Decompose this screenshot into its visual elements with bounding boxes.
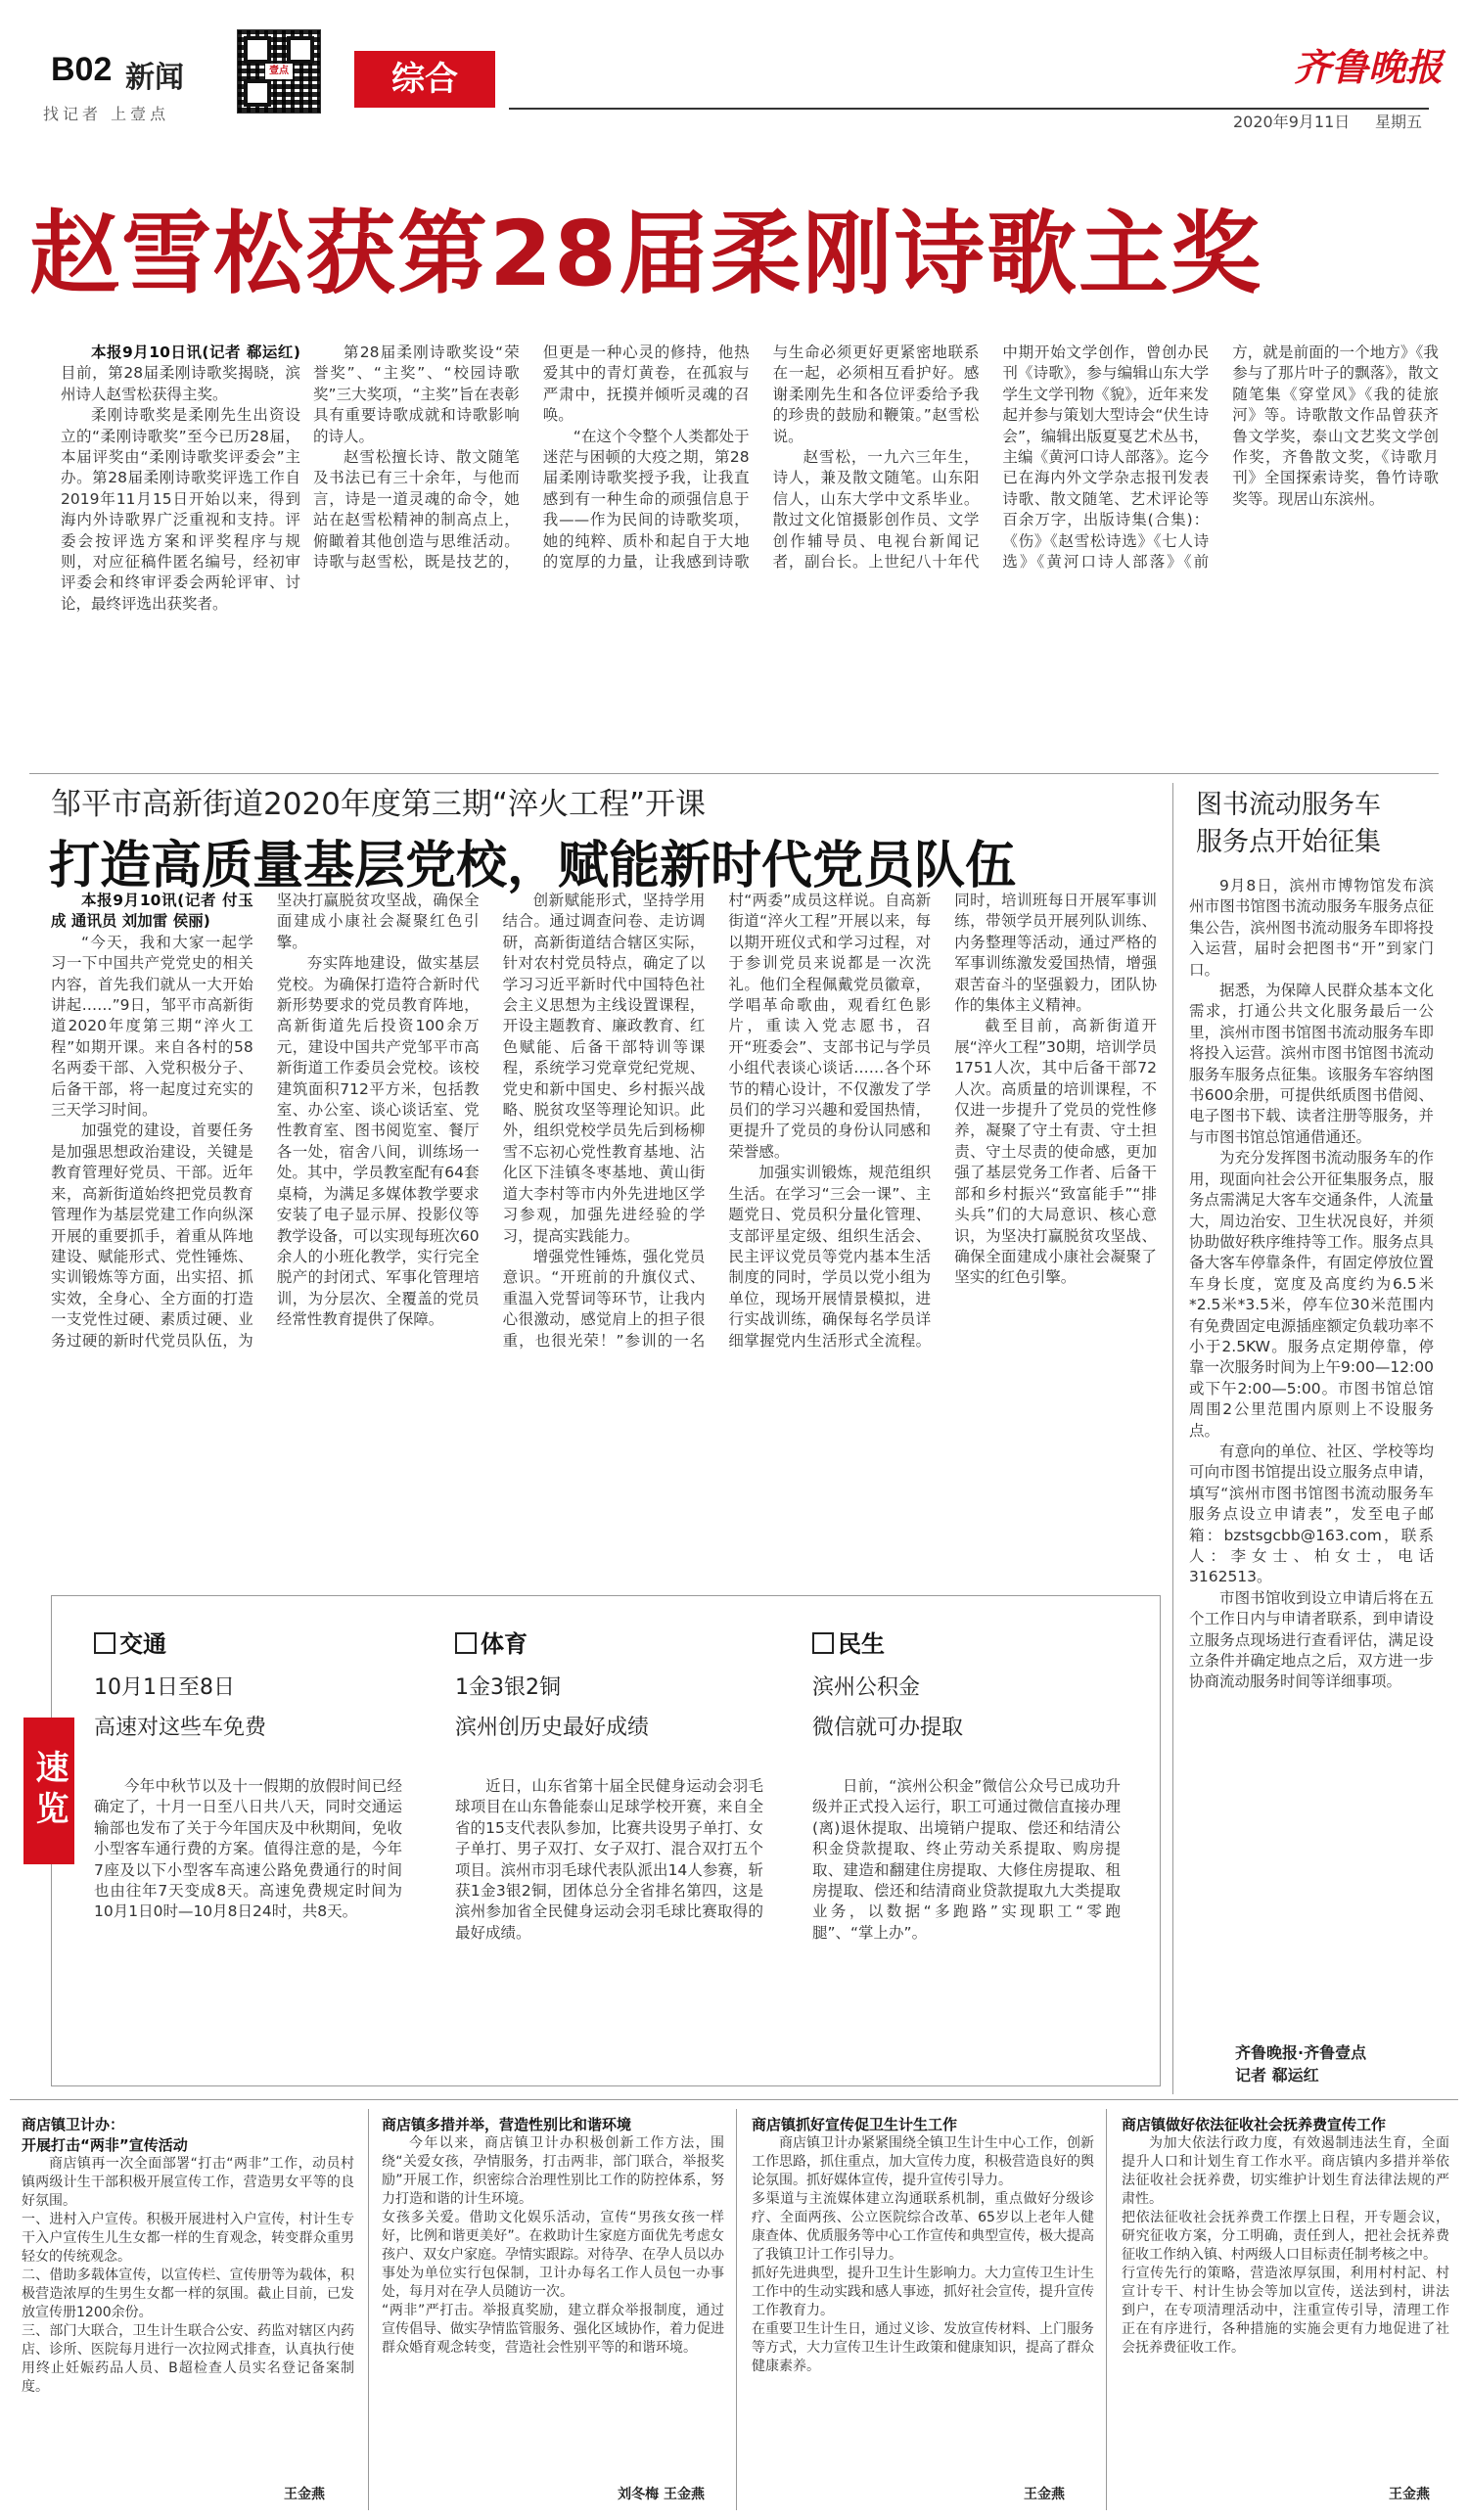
story2-kicker: 邹平市高新街道2020年度第三期“淬火工程”开课 (51, 787, 707, 822)
story3-headline-1: 图书流动服务车 (1196, 790, 1381, 820)
brief-item-2 (455, 1625, 778, 2036)
story3-p2: 据悉，为保障人民群众基本文化需求，打通公共文化服务最后一公里，滨州市图书馆图书流动服务车即将投入运营。滨州市图书馆图书流动服务车服务点征集。该服务车容纳图书600余册，可提供纸质图书借阅、电子图书下载、读者注册等服务，并与市图书馆总馆通借通还。 (1189, 982, 1434, 1146)
brief-body: 日前，“滨州公积金”微信公众号已成功升级并正式投入运行，职工可通过微信直接办理(离)退休提取、出境销户提取、偿还和结清公积金贷款提取、终止劳动关系提取、购房提取、建造和翻建住房提取、大修住房提取、租房提取、偿还和结清商业贷款提取九大类提取业务，以数据“多跑路”实现职工“零跑腿”、“掌上办”。 (812, 1777, 1121, 1942)
issue-date: 2020年9月11日 (1233, 113, 1351, 131)
story3-byline-1: 齐鲁晚报·齐鲁壹点 (1235, 2043, 1367, 2062)
brief-body: 近日，山东省第十届全民健身运动会羽毛球项目在山东鲁能泰山足球学校开赛，来自全省的15支代表队参加，比赛共设男子单打、女子单打、男子双打、女子双打、混合双打五个项目。滨州市羽毛球代表队派出14人参赛，斩获1金3银2铜，团体总分全省排名第四，这是滨州参加省全民健身运动会羽毛球比赛取得的最好成绩。 (455, 1777, 763, 1942)
bottom-article-3 (752, 2114, 1094, 2505)
bottom-title: 商店镇多措并举，营造性别比和谐环境 (382, 2116, 632, 2133)
bottom-body: 今年以来，商店镇卫计办积极创新工作方法，围绕“关爱女孩，孕情服务，打击两非，部门联合，举报奖励”开展工作，织密综合治理性别比工作的防控体系，努力打造和谐的计生环境。 女孩多关爱。借助文化娱乐活动，宣传“男孩女孩一样好，比例和谐更美好”。在救助计生家庭方面优先考虑女孩户、双女户家庭。孕情实跟踪。对待孕、在孕人员以办事处为单位实行包保制，卫计办每名工作人员包一办事处，每月对在孕人员随访一次。 “两非”严打击。举报真奖励，建立群众举报制度，通过宣传倡导、做实孕情监管服务、强化区域协作，着力促进群众婚育观念转变，营造社会性别平等的和谐环境。 (382, 2135, 724, 2356)
story3-p4: 有意向的单位、社区、学校等均可向市图书馆提出设立服务点申请，填写“滨州市图书馆图书流动服务车服务点设立申请表”，发至电子邮箱：bzstsgcbb@163.com，联系人：李女士、柏女士，电话3162513。 (1189, 1442, 1434, 1586)
brief-cat: 民生 (812, 1625, 1135, 1659)
story2-p4: 创新赋能形式，坚持学用结合。通过调查问卷、走访调研，高新街道结合辖区实际，针对农村党员特点，确定了以学习习近平新时代中国特色社会主义思想为主线设置课程，开设主题教育、廉政教育、红色赋能、后备干部特训等课程，系统学习党章党纪党规、党史和新中国史、乡村振兴战略、脱贫攻坚等理论知识。此外，组织党校学员先后到杨柳雪不忘初心党性教育基地、沾化区下洼镇冬枣基地、黄山街道大李村等市内外先进地区学习参观，加强先进经验的学习，提高实践能力。 (502, 892, 706, 1245)
story2-body (51, 891, 1157, 1556)
story1-p2: 柔刚诗歌奖是柔刚先生出资设立的“柔刚诗歌奖”至今已历28届，本届评奖由“柔刚诗歌奖评委会”主办。第28届柔刚诗歌奖评选工作自2019年11月15日开始以来，得到海内外诗歌界广泛重视和支持。评委会按评选方案和评奖程序与规则，对应征稿件匿名编号，经初审评委会和终审评委会两轮评审、讨论，最终评选出获奖者。 (61, 406, 300, 613)
story2-headline: 打造高质量基层党校，赋能新时代党员队伍 (49, 837, 1017, 895)
story1-lead: 本报9月10日讯(记者 郗运红) (91, 344, 300, 361)
bottom-body: 为加大依法行政力度，有效遏制违法生育，全面提升人口和计划生育工作水平。商店镇内多措并举依法征收社会抚养费，切实维护计划生育法律法规的严肃性。 把依法征收社会抚养费工作摆上日程，开专题会议，研究征收方案，分工明确，责任到人，把社会抚养费征收工作纳入镇、村两级人口目标责任制考核之中。 行宣传先行的策略，营造浓厚氛围，利用村村記、村宣计专干、村计生协会等加以宣传，送法到村，讲法到户，在专项清理活动中，注重宣传引导，清理工作正在有序进行，各种措施的实施会更有力地促进了社会抚养费征收工作。 (1122, 2135, 1449, 2356)
story1-p4: 赵雪松擅长诗、散文随笔及书法已有三十余年，与他而言，诗是一道灵魂的命令，她站在赵雪松精神的制高点上，俯瞰着其他创造与思维活动。诗歌与赵雪松，既是技艺的，但更是一种心灵的修持，他热爱其中的青灯黄卷，在孤寂与严肃中，抚摸并倾听灵魂的召唤。 (313, 344, 750, 572)
story2-p7: 截至目前，高新街道开展“淬火工程”30期，培训学员1751人次，其中后备干部72人次。高质量的培训课程，不仅进一步提升了党员的党性修养，凝聚了守土有责、守土担责、守土尽责的使命感，更加强了基层党务工作者、后备干部和乡村振兴“致富能手”“排头兵”们的大局意识、核心意识，为坚决打赢脱贫攻坚战、确保全面建成小康社会凝聚了坚实的红色引擎。 (954, 1017, 1157, 1287)
divider (10, 2099, 1458, 2100)
brief-h1: 10月1日至8日 (94, 1675, 235, 1700)
column-rule (368, 2109, 369, 2510)
bottom-body: 商店镇卫计办紧紧围绕全镇卫生计生中心工作，创新工作思路，抓住重点，加大宣传力度，积极营造良好的舆论氛围。抓好媒体宣传，提升宣传引导力。 多渠道与主流媒体建立沟通联系机制，重点做好分级诊疗、全面两孩、公立医院综合改革、65岁以上老年人健康查体、优质服务等中心工作宣传和典型宣传，极大提高了我镇卫计工作引导力。 抓好先进典型，提升卫生计生影响力。大力宣传卫生计生工作中的生动实践和感人事迹，抓好社会宣传，提升宣传工作教育力。 在重要卫生计生日，通过义诊、发放宣传材料、上门服务等方式，大力宣传卫生计生政策和健康知识，提高了群众健康素养。 (752, 2135, 1094, 2374)
page-header (0, 0, 1468, 131)
divider (29, 773, 1439, 774)
brief-cat: 体育 (455, 1625, 778, 1659)
brief-body: 今年中秋节以及十一假期的放假时间已经确定了，十月一日至八日共八天，同时交通运输部也发布了关于今年国庆及中秋期间，免收小型客车通行费的方案。值得注意的是，今年7座及以下小型客车高速公路免费通行的时间也由往年7天变成8天。高速免费规定时间为10月1日0时—10月8日24时，共8天。 (94, 1777, 402, 1921)
bottom-article-1 (22, 2114, 354, 2505)
brief-h1: 1金3银2铜 (455, 1675, 561, 1700)
bottom-author: 王金燕 (1389, 2487, 1430, 2502)
bottom-title: 商店镇做好依法征收社会抚养费宣传工作 (1122, 2116, 1387, 2133)
bottom-author: 王金燕 (284, 2487, 325, 2502)
checkbox-icon (455, 1632, 477, 1654)
story1-col-2 (313, 343, 1439, 763)
story3-p5: 市图书馆收到设立申请后将在五个工作日内与申请者联系，到申请设立服务点现场进行查看评估，满足设立条件并确定地点之后，双方进一步协商流动服务时间等详细事项。 (1189, 1588, 1434, 1691)
story3-headline-2: 服务点开始征集 (1196, 827, 1381, 857)
story1-p5: “在这个令整个人类都处于迷茫与困顿的大疫之期，第28届柔刚诗歌奖授予我，让我直感到有一种生命的顽强信息于我——作为民间的诗歌奖项，她的纯粹、质朴和起自于大地的宽厚的力量，让我感到诗歌与生命必须更好更紧密地联系在一起，必须相互看护好。感谢柔刚先生和各位评委给予我的珍贵的鼓励和鞭策。”赵雪松说。 (542, 344, 980, 572)
brief-label: 速览 (23, 1718, 74, 1864)
checkbox-icon (94, 1632, 115, 1654)
brief-item-1 (94, 1625, 417, 2036)
story2-p6: 加强实训锻炼，规范组织生活。在学习“三会一课”、主题党日、党员积分量化管理、支部评星定级、组织生活会、民主评议党员等党内基本生活制度的同时，学员以党小组为单位，现场开展情景模拟，进行实战训练，确保每名学员详细掌握党内生活形式全流程。同时，培训班每日开展军事训练，带领学员开展列队训练、内务整理等活动，通过严格的军事训练激发爱国热情，增强艰苦奋斗的坚强毅力，团队协作的集体主义精神。 (728, 892, 1157, 1350)
bottom-title: 商店镇卫计办： (22, 2116, 125, 2133)
story1-p6: 赵雪松，一九六三年生，诗人，兼及散文随笔。山东阳信人，山东大学中文系毕业。散过文化馆摄影创作员、文学创作辅导员、电视台新闻记者，副台长。上世纪八十年代中期开始文学创作，曾创办民刊《诗歌》，参与编辑山东大学学生文学刊物《貌》，近年来发起并参与策划大型诗会“伏生诗会”，编辑出版夏戛艺术丛书，主编《黄河口诗人部落》。迄今已在海内外文学杂志报刊发表诗歌、散文随笔、艺术评论等百余万字，出版诗集(合集)：《伤》《赵雪松诗选》《七人诗选》《黄河口诗人部落》《前方，就是前面的一个地方》《我参与了那片叶子的飘落》，散文随笔集《穿堂风》《我的徒旅河》等。诗歌散文作品曾获齐鲁文学奖，泰山文艺奖文学创作奖，齐鲁散文奖，《诗歌月刊》全国探索诗奖，鲁竹诗歌奖等。现居山东滨州。 (772, 344, 1439, 572)
story2-p2: 加强党的建设，首要任务是加强思想政治建设，关键是教育管理好党员、干部。近年来，高新街道始终把党员教育管理作为基层党建工作向纵深开展的重要抓手，着重从阵地建设、赋能形式、党性锤炼、实训锻炼等方面，出实招、抓实效，全身心、全方面的打造一支党性过硬、素质过硬、业务过硬的新时代党员队伍，为坚决打赢脱贫攻坚战，确保全面建成小康社会凝聚红色引擎。 (51, 892, 480, 1350)
bottom-article-2 (382, 2114, 724, 2505)
bottom-article-4 (1122, 2114, 1449, 2505)
column-rule (736, 2109, 737, 2510)
bottom-author: 刘冬梅 王金燕 (618, 2487, 705, 2502)
bottom-author: 王金燕 (1024, 2487, 1065, 2502)
column-tag: 综合 (354, 51, 495, 108)
story3-body (1189, 876, 1434, 2026)
checkbox-icon (812, 1632, 834, 1654)
paper-logo: 齐鲁晚报 (1294, 45, 1444, 89)
bottom-body: 商店镇再一次全面部署“打击“两非”工作，动员村镇两级计生干部积极开展宣传工作，营造男女平等的良好氛围。 一、进村入户宣传。积极开展进村入户宣传，村计生专干入户宣传生儿生女都一样的生育观念，转变群众重男轻女的传统观念。 二、借助多载体宣传，以宣传栏、宣传册等为载体，积极营造浓厚的生男生女都一样的氛围。截止目前，已发放宣传册1200余份。 三、部门大联合，卫生计生联合公安、药监对辖区内药店、诊所、医院每月进行一次拉网式排查，认真执行使用终止妊娠药品人员、B超检查人员实名登记备案制度。 (22, 2156, 354, 2395)
page-code: B02 (51, 51, 113, 88)
issue-weekday: 星期五 (1375, 113, 1423, 131)
story3-p3: 为充分发挥图书流动服务车的作用，现面向社会公开征集服务点，服务点需满足大客车交通条件，人流量大，周边治安、卫生状况良好，并须协助做好秩序维持等工作。服务点具备大客车停靠条件，有固定停放位置车身长度，宽度及高度约为6.5米*2.5米*3.5米，停车位30米范围内有免费固定电源插座额定负载功率不小于2.5KW。服务点定期停靠，停靠一次服务时间为上午9:00—12:00或下午2:00—5:00。市图书馆总馆周围2公里范围内原则上不设服务点。 (1189, 1149, 1434, 1440)
brief-h2: 高速对这些车免费 (94, 1716, 267, 1740)
brief-h2: 微信就可办提取 (812, 1716, 964, 1740)
brief-h2: 滨州创历史最好成绩 (455, 1716, 650, 1740)
story2-p1: “今天，我和大家一起学习一下中国共产党党史的相关内容，首先我们就从一大开始讲起……”9日，邹平市高新街道2020年度第三期“淬火工程”如期开课。来自各村的58名两委干部、入党积极分子、后备干部，将一起度过充实的三天学习时间。 (51, 933, 253, 1120)
tagline: 找记者 上壹点 (43, 105, 170, 123)
bottom-title: 商店镇抓好宣传促卫生计生工作 (752, 2116, 958, 2133)
bottom-title-2: 开展打击“两非”宣传活动 (22, 2136, 188, 2154)
column-rule (1106, 2109, 1107, 2510)
story3-p1: 9月8日，滨州市博物馆发布滨州市图书馆图书流动服务车服务点征集公告，滨州图书流动服务车即将投入运营，届时会把图书“开”到家门口。 (1189, 877, 1434, 979)
brief-h1: 滨州公积金 (812, 1675, 921, 1700)
brief-cat: 交通 (94, 1625, 417, 1659)
story2-lead: 本报9月10讯(记者 付玉成 通讯员 刘加雷 侯丽) (51, 892, 253, 931)
story1-p1: 目前，第28届柔刚诗歌奖揭晓，滨州诗人赵雪松获得主奖。 (61, 364, 300, 403)
qr-caption: 壹点 (265, 64, 293, 79)
section-name: 新闻 (125, 61, 184, 95)
column-rule (1172, 783, 1173, 2094)
story1-col-1 (61, 343, 300, 763)
brief-item-3 (812, 1625, 1135, 2036)
story3-byline-2: 记者 郗运红 (1235, 2066, 1319, 2085)
story2-p3: 夯实阵地建设，做实基层党校。为确保打造符合新时代新形势要求的党员教育阵地，高新街道先后投资100余万元，建设中国共产党邹平市高新街道工作委员会党校。该校建筑面积712平方米，包括教室、办公室、谈心谈话室、党性教育室、图书阅览室、餐厅各一处，宿舍八间，训练场一处。其中，学员教室配有64套桌椅，为满足多媒体教学要求安装了电子显示屏、投影仪等教学设备，可以实现每班次60余人的小班化教学，实行完全脱产的封闭式、军事化管理培训，为分层次、全覆盖的党员经常性教育提供了保障。 (276, 954, 480, 1329)
story1-headline: 赵雪松获第28届柔刚诗歌主奖 (29, 202, 1263, 306)
qr-code (237, 29, 321, 114)
story1-p3: 第28届柔刚诗歌奖设“荣誉奖”、“主奖”、“校园诗歌奖”三大奖项，“主奖”旨在表彰具有重要诗歌成就和诗歌影响的诗人。 (313, 344, 520, 445)
story2-p5: 增强党性锤炼，强化党员意识。“开班前的升旗仪式、重温入党誓词等环节，让我内心很激动，感觉肩上的担子很重，也很光荣！”参训的一名村“两委”成员这样说。自高新街道“淬火工程”开展以来，每以期开班仪式和学习过程，对于参训党员来说都是一次洗礼。他们全程佩戴党员徽章，学唱革命歌曲，观看红色影片，重读入党志愿书，召开“班委会”、支部书记与学员小组代表谈心谈话……各个环节的精心设计，不仅激发了学员们的学习兴趣和爱国热情，更提升了党员的身份认同感和荣誉感。 (502, 892, 932, 1350)
